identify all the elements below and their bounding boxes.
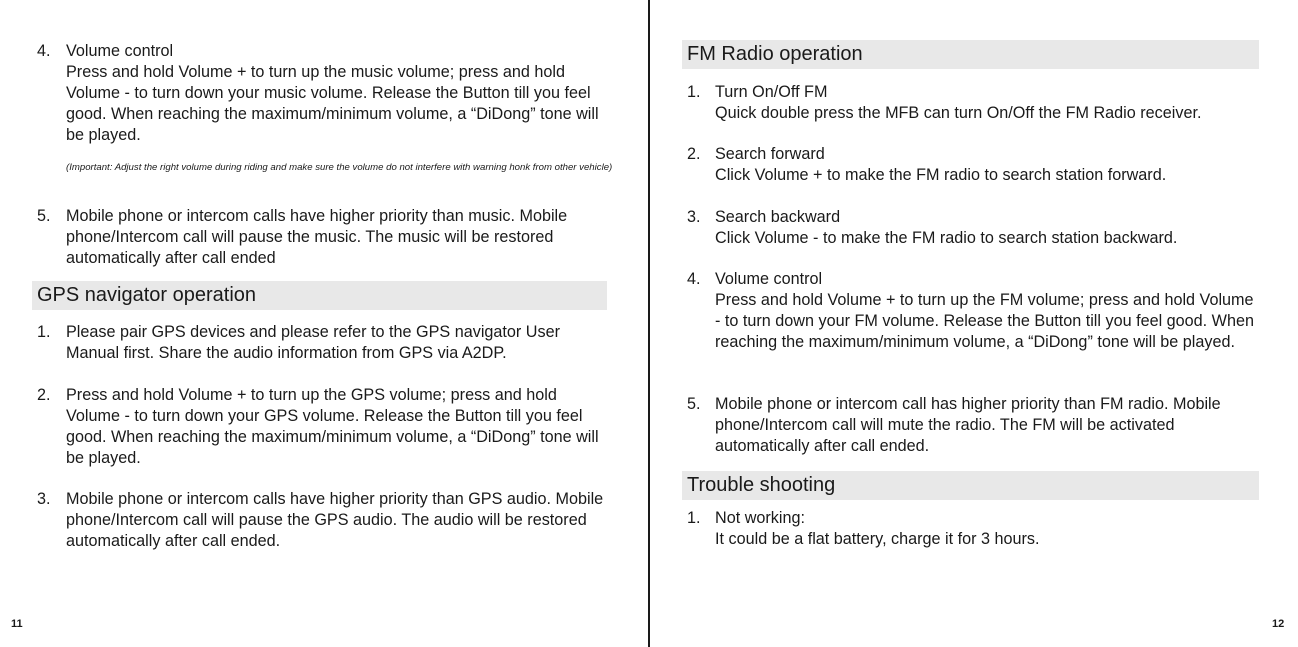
list-item-text: Quick double press the MFB can turn On/Off the FM Radio receiver. — [715, 104, 1202, 122]
page-number: 12 — [1272, 618, 1285, 630]
list-item-title: Not working: — [715, 509, 805, 527]
list-number: 5. — [687, 395, 701, 413]
list-number: 2. — [37, 386, 51, 404]
list-item-title: Volume control — [715, 270, 823, 288]
list-item-text: Mobile phone or intercom calls have higher priority than GPS audio. Mobile phone/Intercom call will pause the GPS audio. The audio will be restored automatically after call ended. — [66, 490, 604, 550]
right-page — [650, 0, 1298, 647]
list-number: 3. — [37, 490, 51, 508]
list-item-title: Volume control — [66, 42, 174, 60]
list-item-text: Click Volume - to make the FM radio to search station backward. — [715, 229, 1178, 247]
list-item-title: Search backward — [715, 208, 841, 226]
list-item-text: Click Volume + to make the FM radio to search station forward. — [715, 166, 1167, 184]
list-item-title: Turn On/Off FM — [715, 83, 828, 101]
important-note: (Important: Adjust the right volume during riding and make sure the volume do not interfere with warning honk from other vehicle) — [66, 162, 613, 173]
list-number: 4. — [37, 42, 51, 60]
list-number: 4. — [687, 270, 701, 288]
section-heading-trouble-shooting: Trouble shooting — [682, 471, 1259, 500]
list-item-text: It could be a flat battery, charge it for 3 hours. — [715, 530, 1040, 548]
list-item-title: Search forward — [715, 145, 825, 163]
page-number: 11 — [11, 618, 23, 630]
list-item-text: Press and hold Volume + to turn up the FM volume; press and hold Volume - to turn down your FM volume. Release the Button till you feel good. When reaching the maximum/minimum volume, a “DiDong” tone will be played. — [715, 291, 1254, 351]
list-item-text: Mobile phone or intercom call has higher priority than FM radio. Mobile phone/Intercom call will mute the radio. The FM will be activated automatically after call ended. — [715, 395, 1221, 455]
list-number: 2. — [687, 145, 701, 163]
section-heading-fm-radio: FM Radio operation — [682, 40, 1259, 69]
list-item-text: Please pair GPS devices and please refer to the GPS navigator User Manual first. Share the audio information from GPS via A2DP. — [66, 323, 560, 362]
left-page — [0, 0, 648, 647]
list-number: 1. — [687, 83, 701, 101]
list-number: 1. — [687, 509, 701, 527]
list-number: 3. — [687, 208, 701, 226]
section-heading-gps: GPS navigator operation — [32, 281, 607, 310]
list-number: 1. — [37, 323, 51, 341]
list-item-text: Press and hold Volume + to turn up the music volume; press and hold Volume - to turn down your music volume. Release the Button till you feel good. When reaching the maximum/minimum volume, a “DiDong” tone will be played. — [66, 63, 599, 144]
list-item-text: Mobile phone or intercom calls have higher priority than music. Mobile phone/Intercom call will pause the music. The music will be restored automatically after call ended — [66, 207, 568, 267]
list-item-text: Press and hold Volume + to turn up the GPS volume; press and hold Volume - to turn down your GPS volume. Release the Button till you feel good. When reaching the maximum/minimum volume, a “DiDong” tone will be played. — [66, 386, 599, 467]
list-number: 5. — [37, 207, 51, 225]
